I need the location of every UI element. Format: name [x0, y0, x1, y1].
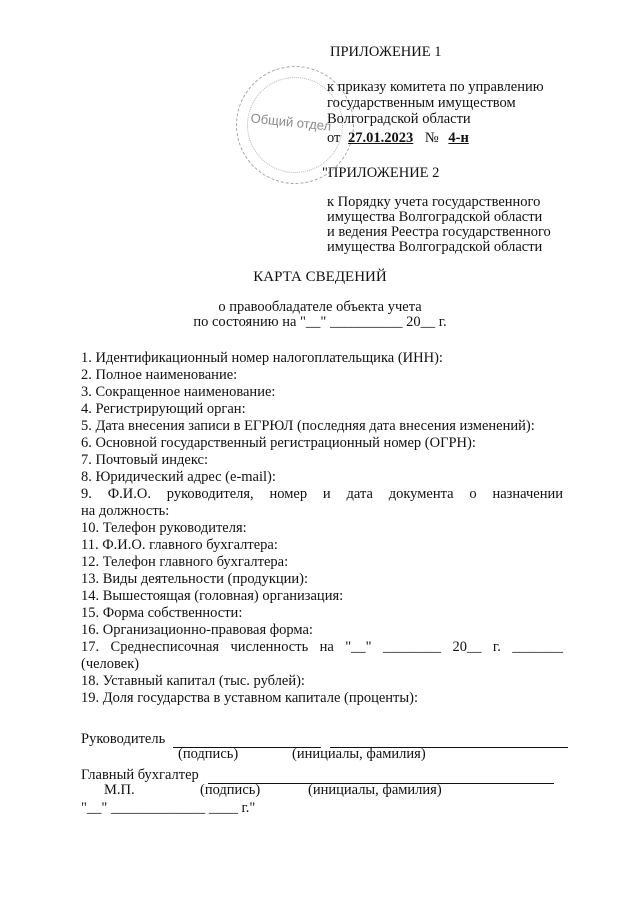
appendix2-line-1: к Порядку учета государственного [327, 194, 541, 210]
appendix1-line-2: государственным имуществом [327, 95, 516, 111]
accountant-caption-name: (инициалы, фамилия) [308, 782, 442, 798]
accountant-label: Главный бухгалтер [81, 767, 199, 783]
accountant-caption-signature: (подпись) [200, 782, 261, 798]
appendix1-title: ПРИЛОЖЕНИЕ 1 [330, 44, 442, 60]
as-of-date-line: по состоянию на "__" __________ 20__ г. [193, 314, 447, 330]
list-item: 11. Ф.И.О. главного бухгалтера: [81, 537, 278, 553]
stamp-text: Общий отдел [249, 110, 332, 134]
order-number: 4-н [448, 130, 469, 146]
appendix1-line-1: к приказу комитета по управлению [327, 79, 544, 95]
document-title: КАРТА СВЕДЕНИЙ [253, 269, 387, 285]
order-number-label: № [424, 130, 439, 146]
appendix2-line-3: и ведения Реестра государственного [327, 224, 551, 240]
list-item: 14. Вышестоящая (головная) организация: [81, 588, 344, 604]
list-item: 6. Основной государственный регистрационный номер (ОГРН): [81, 435, 476, 451]
list-item: на должность: [81, 503, 170, 519]
list-item: 19. Доля государства в уставном капитале (проценты): [81, 690, 418, 706]
appendix2-title: "ПРИЛОЖЕНИЕ 2 [322, 165, 440, 181]
appendix2-line-2: имущества Волгоградской области [327, 209, 543, 225]
list-item: 7. Почтовый индекс: [81, 452, 208, 468]
list-item: 8. Юридический адрес (e-mail): [81, 469, 276, 485]
list-item: 12. Телефон главного бухгалтера: [81, 554, 289, 570]
list-item: (человек) [81, 656, 140, 672]
list-item: 18. Уставный капитал (тыс. рублей): [81, 673, 305, 689]
list-item: 10. Телефон руководителя: [81, 520, 247, 536]
head-label: Руководитель [81, 731, 166, 747]
list-item: 16. Организационно-правовая форма: [81, 622, 313, 638]
appendix2-line-4: имущества Волгоградской области [327, 239, 543, 255]
appendix1-line-3: Волгоградской области [327, 111, 471, 127]
list-item: 2. Полное наименование: [81, 367, 238, 383]
mp-label: М.П. [104, 782, 135, 798]
head-caption-signature: (подпись) [178, 746, 239, 762]
list-item: 9. Ф.И.О. руководителя, номер и дата документа о назначении [81, 486, 563, 502]
list-item: 3. Сокращенное наименование: [81, 384, 276, 400]
list-item: 1. Идентификационный номер налогоплательщика (ИНН): [81, 350, 443, 366]
list-item: 15. Форма собственности: [81, 605, 243, 621]
order-from-label: от [327, 130, 341, 146]
list-item: 4. Регистрирующий орган: [81, 401, 246, 417]
document-subtitle: о правообладателе объекта учета [218, 299, 422, 315]
list-item: 13. Виды деятельности (продукции): [81, 571, 309, 587]
head-caption-name: (инициалы, фамилия) [292, 746, 426, 762]
order-date: 27.01.2023 [348, 130, 414, 146]
order-line [327, 130, 469, 147]
list-item: 17. Среднесписочная численность на "__" ________ 20__ г. _______ [81, 639, 563, 655]
list-item: 5. Дата внесения записи в ЕГРЮЛ (последняя дата внесения изменений): [81, 418, 535, 434]
final-date-line: "__" _____________ ____ г." [81, 800, 256, 816]
